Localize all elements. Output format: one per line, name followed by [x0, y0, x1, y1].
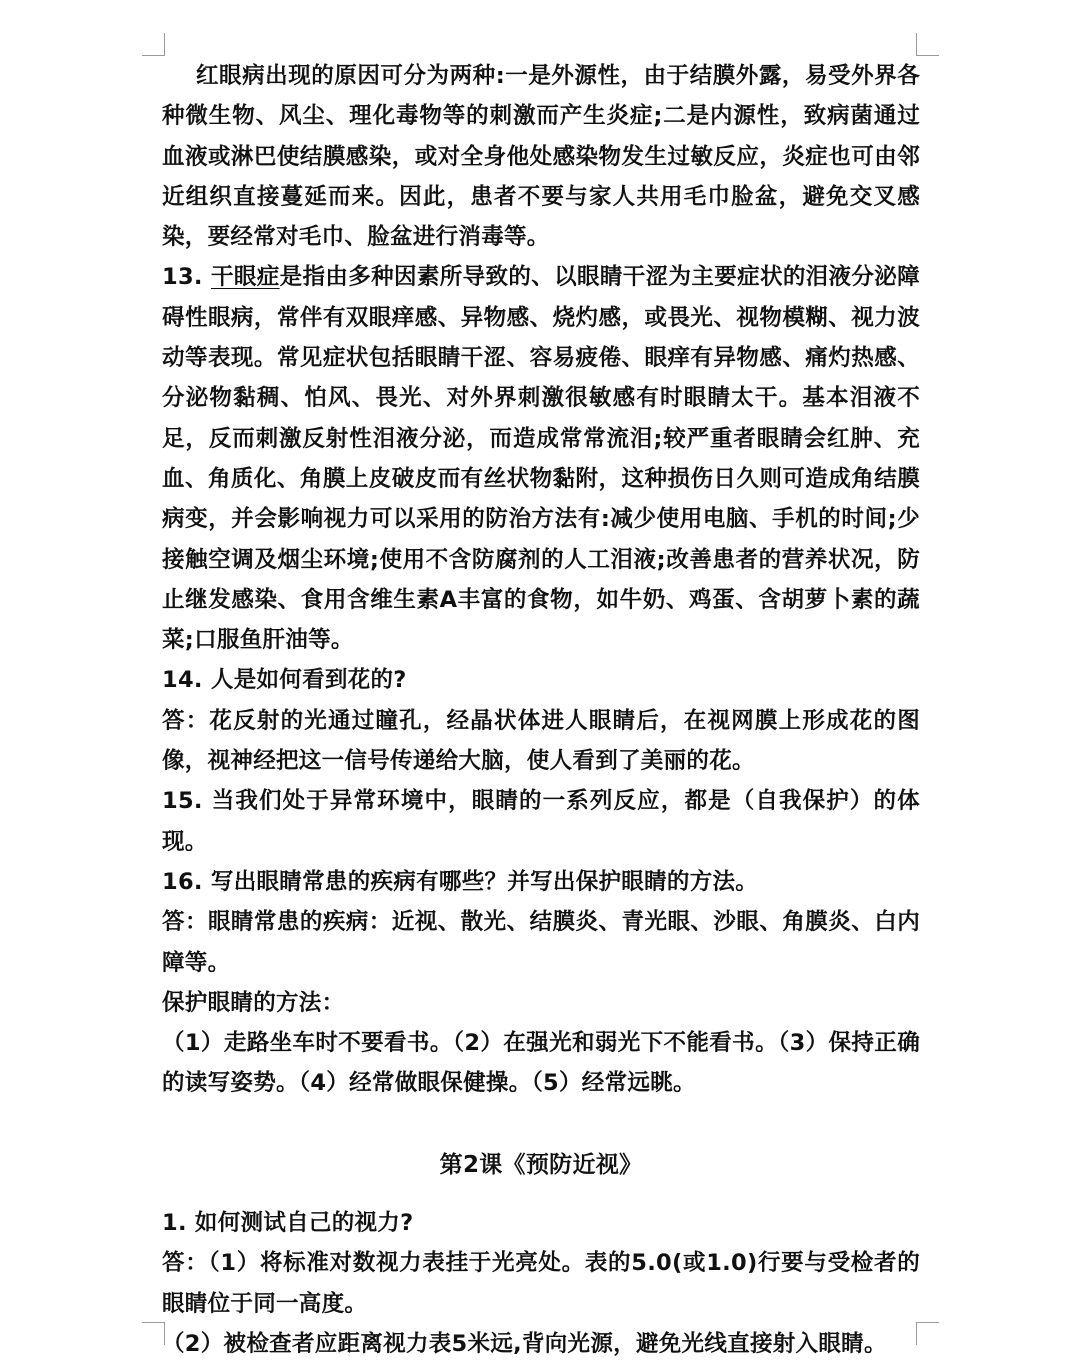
spacer — [162, 1185, 920, 1203]
methods-label: 保护眼睛的方法： — [162, 989, 345, 1016]
question-15: 15. 当我们处于异常环境中，眼睛的一系列反应，都是（自我保护）的体现。 — [162, 788, 920, 855]
answer-16: 答：眼睛常患的疾病：近视、散光、结膜炎、青光眼、沙眼、角膜炎、白内障等。 — [162, 909, 920, 976]
paragraph-red-eye: 红眼病出现的原因可分为两种:一是外源性，由于结膜外露，易受外界各种微生物、风尘、理化毒物等的刺激而产生炎症;二是内源性，致病菌通过血液或淋巴使结膜感染，或对全身他处感染物发生过敏反应，炎症也可由邻近组织直接蔓延而来。因此，患者不要与家人共用毛巾脸盆，避免交叉感染，要经常对毛巾、脸盆进行消毒等。 — [162, 63, 920, 251]
lesson-2-title: 第2课《预防近视》 — [439, 1151, 643, 1178]
spacer — [162, 1104, 920, 1145]
question-14: 14. 人是如何看到花的? — [162, 667, 407, 694]
question-16: 16. 写出眼睛常患的疾病有哪些？并写出保护眼睛的方法。 — [162, 868, 759, 895]
question-13 — [162, 257, 920, 660]
question-13-number: 13. — [162, 264, 211, 291]
crop-mark-top-right — [916, 33, 939, 56]
methods-list: （1）走路坐车时不要看书。（2）在强光和弱光下不能看书。（3）保持正确的读写姿势。（4）经常做眼保健操。（5）经常远眺。 — [162, 1030, 920, 1097]
crop-mark-top-left — [142, 33, 165, 56]
lesson-2-section — [162, 1203, 920, 1365]
dry-eye-term: 干眼症 — [210, 264, 280, 291]
lesson-2-question-1: 1. 如何测试自己的视力? — [162, 1209, 414, 1236]
answer-14: 答：花反射的光通过瞳孔，经晶状体进人眼睛后，在视网膜上形成花的图像，视神经把这一信号传递给大脑，使人看到了美丽的花。 — [162, 707, 920, 775]
lesson-2-answer-1-part-1: 答：（1）将标准对数视力表挂于光亮处。表的5.0(或1.0)行要与受检者的眼睛位于同一高度。 — [162, 1250, 920, 1317]
document-body — [162, 56, 920, 1365]
lesson-2-answer-1-part-2: （2）被检查者应距离视力表5米远,背向光源，避免光线直接射入眼睛。 — [162, 1331, 887, 1358]
question-13-text: 是指由多种因素所导致的、以眼睛干涩为主要症状的泪液分泌障碍性眼病，常伴有双眼痒感、异物感、烧灼感，或畏光、视物模糊、视力波动等表现。常见症状包括眼睛干涩、容易疲倦、眼痒有异物感、痛灼热感、分泌物黏稠、怕风、畏光、对外界刺激很敏感有时眼睛太干。基本泪液不足，反而刺激反射性泪液分泌，而造成常常流泪;较严重者眼睛会红肿、充血、角质化、角膜上皮破皮而有丝状物黏附，这种损伤日久则可造成角结膜病变，并会影响视力可以采用的防治方法有:减少使用电脑、手机的时间;少接触空调及烟尘环境;使用不含防腐剂的人工泪液;改善患者的营养状况，防止继发感染、食用含维生素A丰富的食物，如牛奶、鸡蛋、含胡萝卜素的蔬菜;口服鱼肝油等。 — [162, 264, 920, 654]
